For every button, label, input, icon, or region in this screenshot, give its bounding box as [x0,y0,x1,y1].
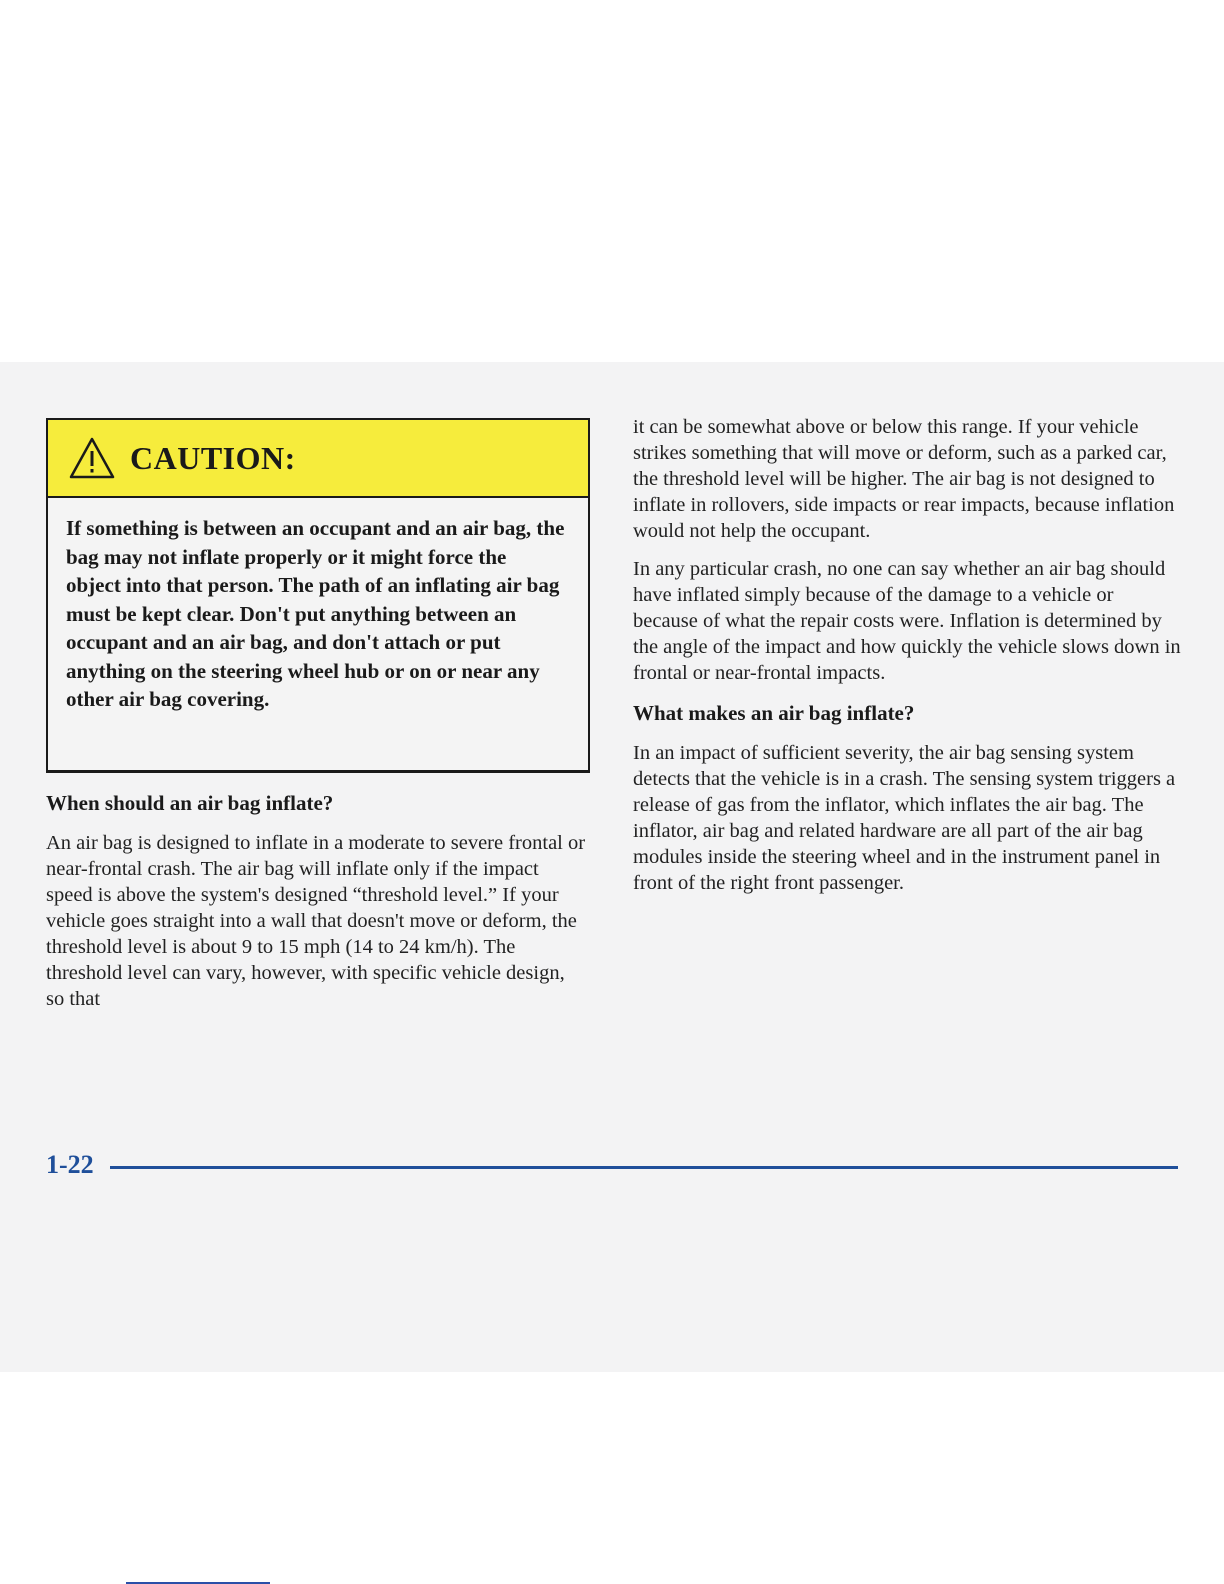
warning-triangle-icon [68,436,116,480]
right-column [633,414,1181,908]
paragraph-particular-crash: In any particular crash, no one can say whether an air bag should have inflated simply because of the damage to a vehicle or because of what the repair costs were. Inflation is determined by the angle of the impact and how quickly the vehicle slows down in frontal or near-frontal impacts. [633,558,1181,684]
caution-text: If something is between an occupant and an air bag, the bag may not inflate properly or it might force the object into that person. The path of an inflating air bag must be kept clear. Don't put anything between an occupant and an air bag, and don't attach or put anything on the steering wheel hub or on or near any other air bag covering. [66,516,565,711]
paragraph-sensing-system: In an impact of sufficient severity, the air bag sensing system detects that the vehicle is in a crash. The sensing system triggers a release of gas from the inflator, which inflates the air bag. The inflator, air bag and related hardware are all part of the air bag modules inside the steering wheel and in the instrument panel in front of the right front passenger. [633,742,1176,894]
page-number: 1-22 [46,1150,94,1179]
paragraph-inflate-threshold: An air bag is designed to inflate in a moderate to severe frontal or near-frontal crash. The air bag will inflate only if the impact speed is above the system's designed “threshold level.” If your vehicle goes straight into a wall that doesn't move or deform, the threshold level is about 9 to 15 mph (14 to 24 km/h). The threshold level can vary, however, with specific vehicle design, so that [46,832,586,1010]
caution-title: CAUTION: [130,439,296,476]
caution-header [48,420,588,498]
section-heading-what-makes-inflate: What makes an air bag inflate? [633,701,915,725]
section-heading-when-inflate: When should an air bag inflate? [46,791,334,815]
left-column [46,790,586,1024]
caution-box [46,418,590,773]
footer-rule [110,1166,1178,1169]
paragraph-threshold-continued: it can be somewhat above or below this range. If your vehicle strikes something that will move or deform, such as a parked car, the threshold level will be higher. The air bag is not designed to inflate in rollovers, side impacts or rear impacts, because inflation would not help the occupant. [633,416,1175,542]
